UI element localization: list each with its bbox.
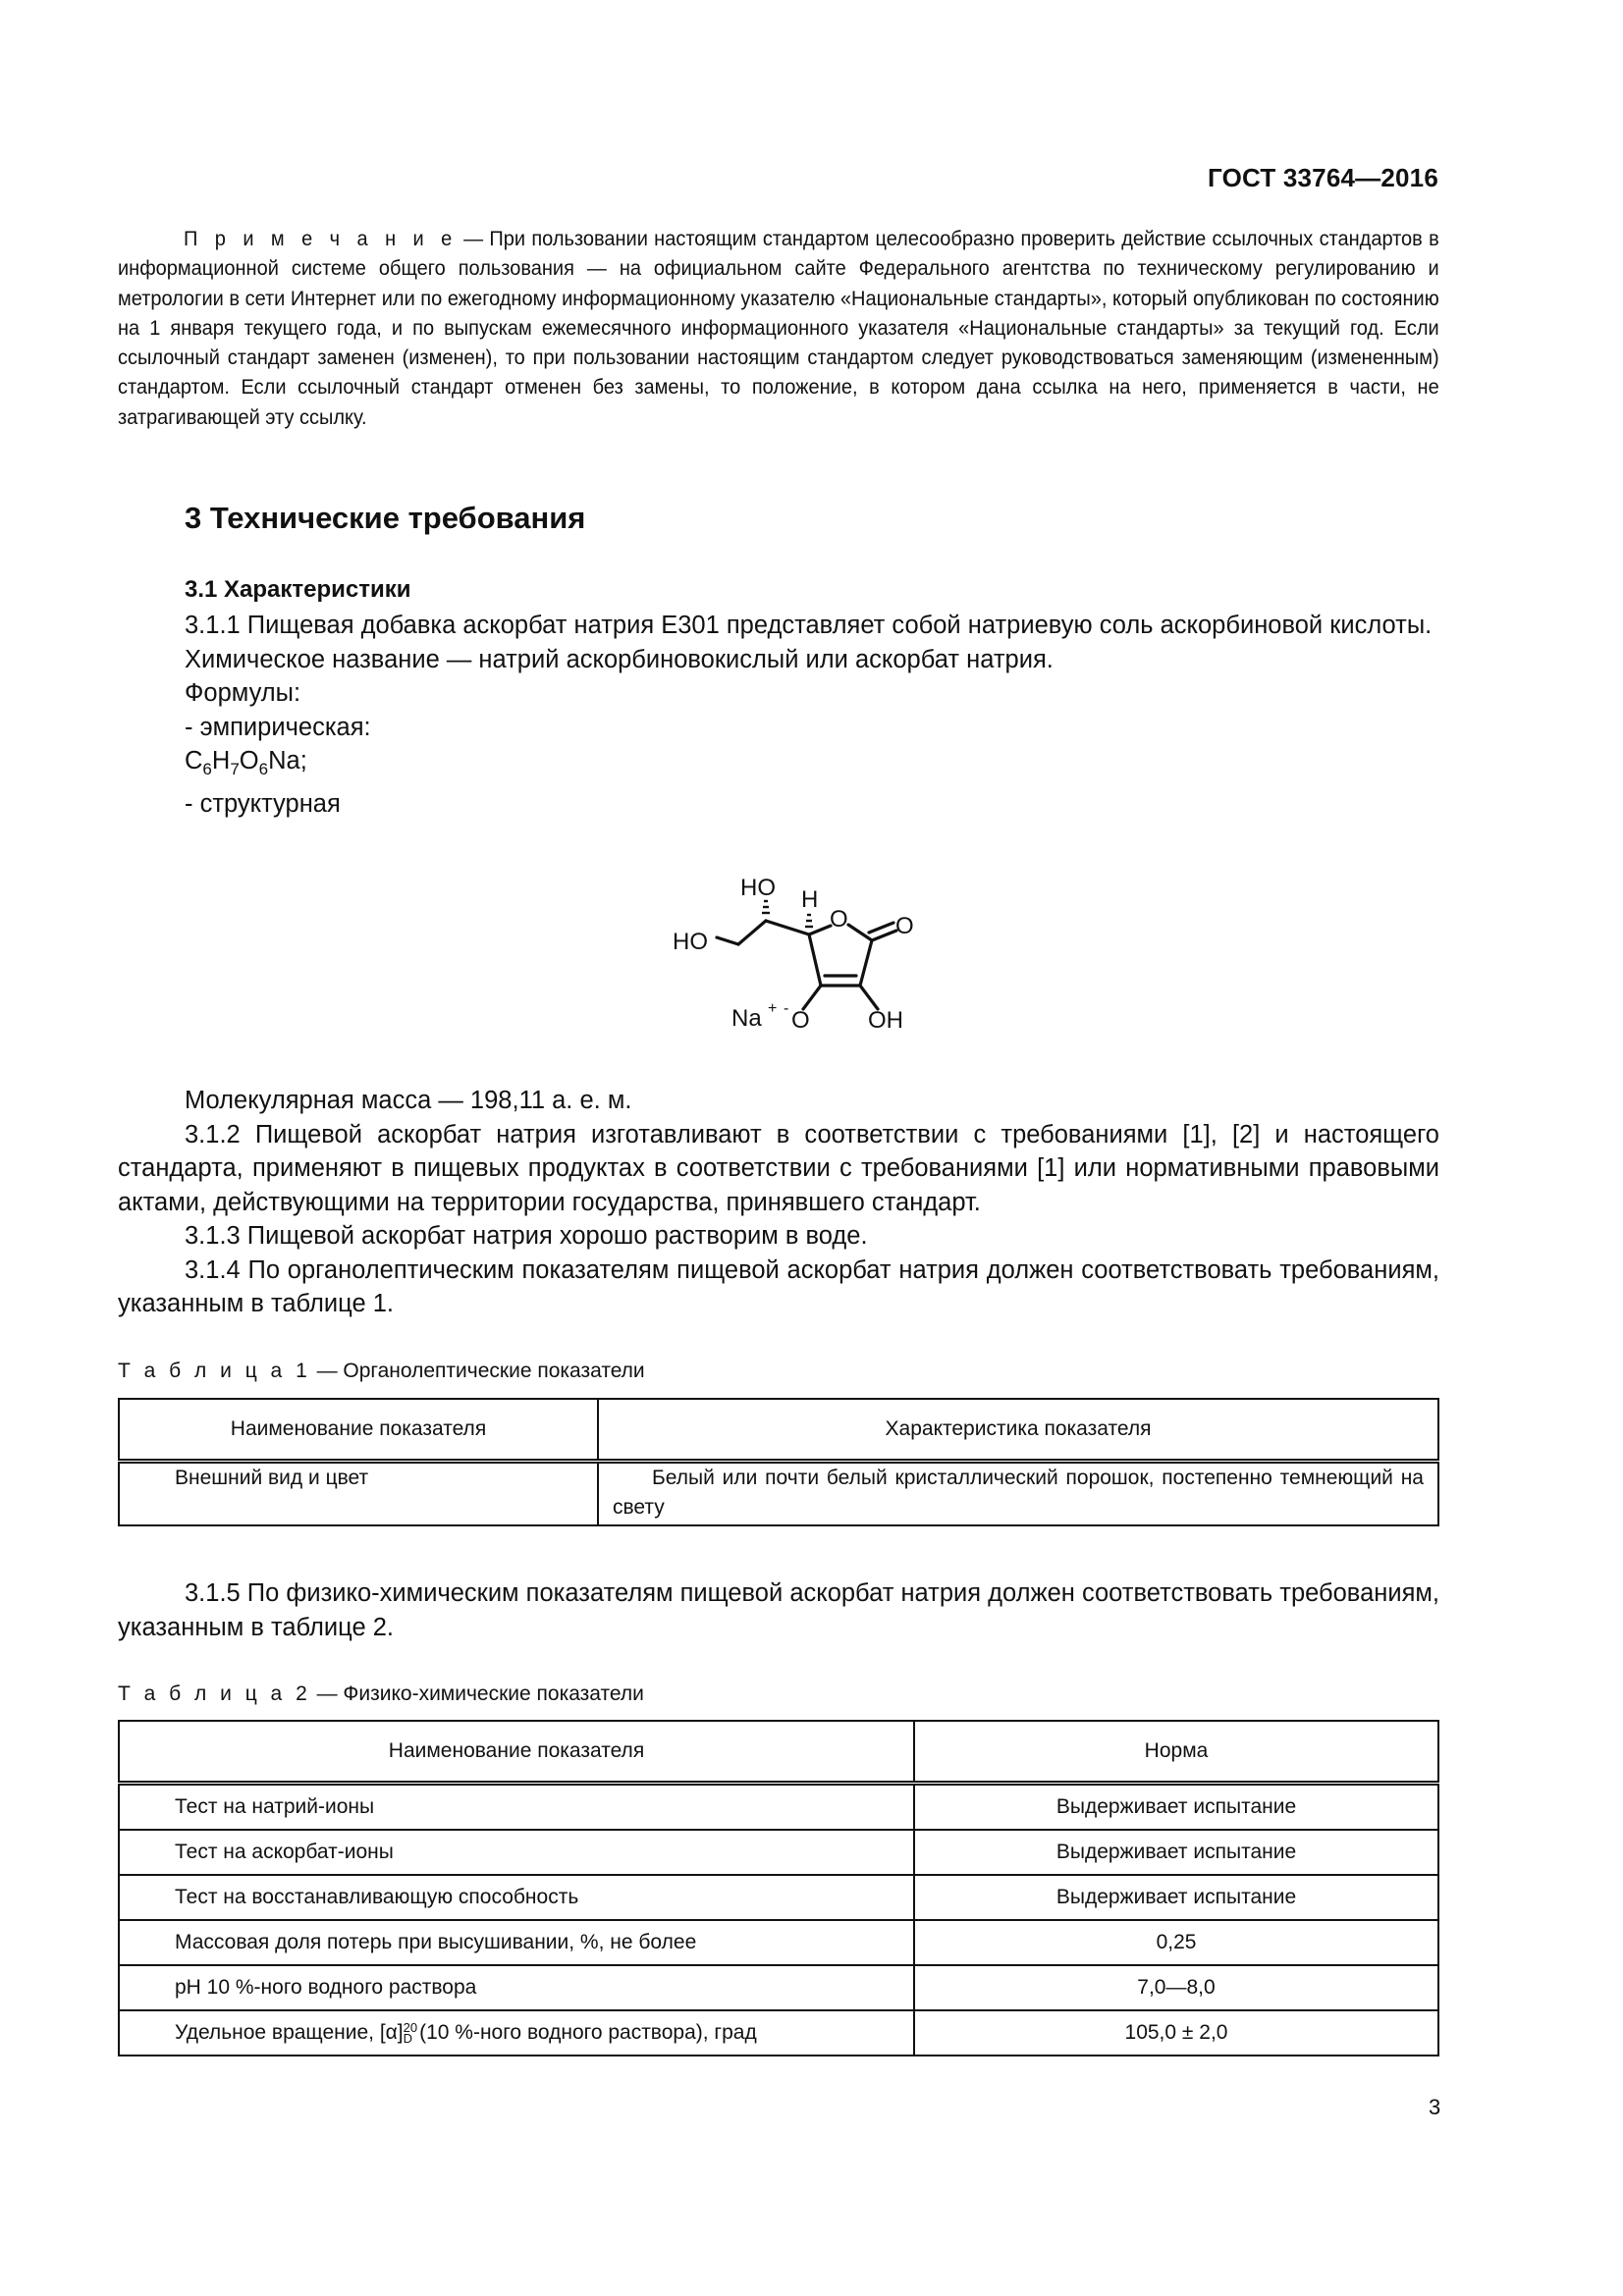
empirical-formula: $C_6H_7O_6Na$; (185, 747, 307, 778)
document-code-header: ГОСТ 33764—2016 (1208, 163, 1438, 192)
table-physicochemical (118, 1720, 1439, 2056)
molar-mass: Молекулярная масса — 198,11 а. е. м. (185, 1087, 632, 1114)
table2-header-norm: Норма (914, 1721, 1438, 1784)
label-o-minus: O (791, 1007, 810, 1034)
subsection-title: 3.1 Характеристики (185, 576, 411, 603)
table-row: Тест на аскорбат-ионы Выдерживает испытание (119, 1830, 1438, 1875)
table-row: Тест на натрий-ионы Выдерживает испытание (119, 1784, 1438, 1831)
formulas-label: Формулы: (185, 679, 301, 707)
table2-caption: Т а б л и ц а 2 — Физико-химические показатели (118, 1682, 644, 1705)
section-body-bottom (118, 1084, 1439, 1321)
table1-header-characteristic: Характеристика показателя (598, 1399, 1438, 1462)
section-title: 3 Технические требования (185, 501, 586, 535)
label-na: Na (731, 1005, 762, 1032)
section-body-top (118, 609, 1439, 821)
paragraph-3-1-5: 3.1.5 По физико-химическим показателям пищевой аскорбат натрия должен соответствовать требованиям, указанным в таблице 2. (118, 1579, 1440, 1641)
table2-header-name: Наименование показателя (119, 1721, 914, 1784)
label-na-charge: + (768, 1000, 778, 1017)
chemical-name: Химическое название — натрий аскорбиновокислый или аскорбат натрия. (185, 645, 1054, 673)
table1-caption: Т а б л и ц а 1 — Органолептические показатели (118, 1360, 645, 1382)
table-row: Удельное вращение, [α] 20 D (10 %-ного водного раствора), град 105,0 ± 2,0 (119, 2010, 1438, 2056)
paragraph-3-1-5-block (118, 1576, 1439, 1644)
table-row: Тест на восстанавливающую способность Выдерживает испытание (119, 1875, 1438, 1920)
empirical-label: - эмпирическая: (185, 713, 371, 741)
page-number: 3 (1429, 2095, 1441, 2119)
table-row: pH 10 %-ного водного раствора 7,0—8,0 (119, 1965, 1438, 2010)
structural-formula-diagram (628, 864, 943, 1060)
label-oh: OH (868, 1007, 903, 1034)
label-o-minus-charge: - (784, 1000, 789, 1017)
label-h: H (801, 886, 819, 913)
paragraph-3-1-1: 3.1.1 Пищевая добавка аскорбат натрия Е301 представляет собой натриевую соль аскорбиновой кислоты. (185, 612, 1433, 639)
structural-label: - структурная (185, 789, 341, 818)
paragraph-3-1-2: 3.1.2 Пищевой аскорбат натрия изготавливают в соответствии с требованиями [1], [2] и настоящего стандарта, применяют в пищевых продуктах в соответствии с требованиями [1] или нормативными правовыми актами, действующими на территории государства, принявшего стандарт. (118, 1120, 1439, 1216)
paragraph-3-1-4: 3.1.4 По органолептическим показателям пищевой аскорбат натрия должен соответствовать требованиям, указанным в таблице 1. (118, 1255, 1439, 1317)
note-paragraph (118, 224, 1439, 432)
paragraph-3-1-3: 3.1.3 Пищевой аскорбат натрия хорошо растворим в воде. (185, 1222, 868, 1250)
table1-header-name: Наименование показателя (119, 1399, 598, 1462)
table-row: Внешний вид и цвет Белый или почти белый кристаллический порошок, постепенно темнеющий на свету (119, 1462, 1438, 1526)
table-row: Массовая доля потерь при высушивании, %, не более 0,25 (119, 1920, 1438, 1965)
label-o-ring: O (830, 906, 848, 933)
label-ho-left: HO (673, 929, 708, 955)
label-ho-top: HO (740, 875, 776, 901)
label-o-carbonyl: O (895, 913, 914, 939)
note-text: — При пользовании настоящим стандартом целесообразно проверить действие ссылочных стандартов в информационной системе общего пользования — на официальном сайте Федерального агентства по техническому регулированию и метрологии в сети Интернет или по ежегодному информационному указателю «Национальные стандарты», который опубликован по состоянию на 1 января текущего года, и по выпускам ежемесячного информационного указателя «Национальные стандарты» за текущий год. Если ссылочный стандарт заменен (изменен), то при пользовании настоящим стандартом следует руководствоваться заменяющим (измененным) стандартом. Если ссылочный стандарт отменен без замены, то положение, в котором дана ссылка на него, применяется в части, не затрагивающей эту ссылку. (118, 227, 1439, 429)
note-label: П р и м е ч а н и е (183, 227, 458, 250)
table-organoleptic (118, 1398, 1439, 1526)
